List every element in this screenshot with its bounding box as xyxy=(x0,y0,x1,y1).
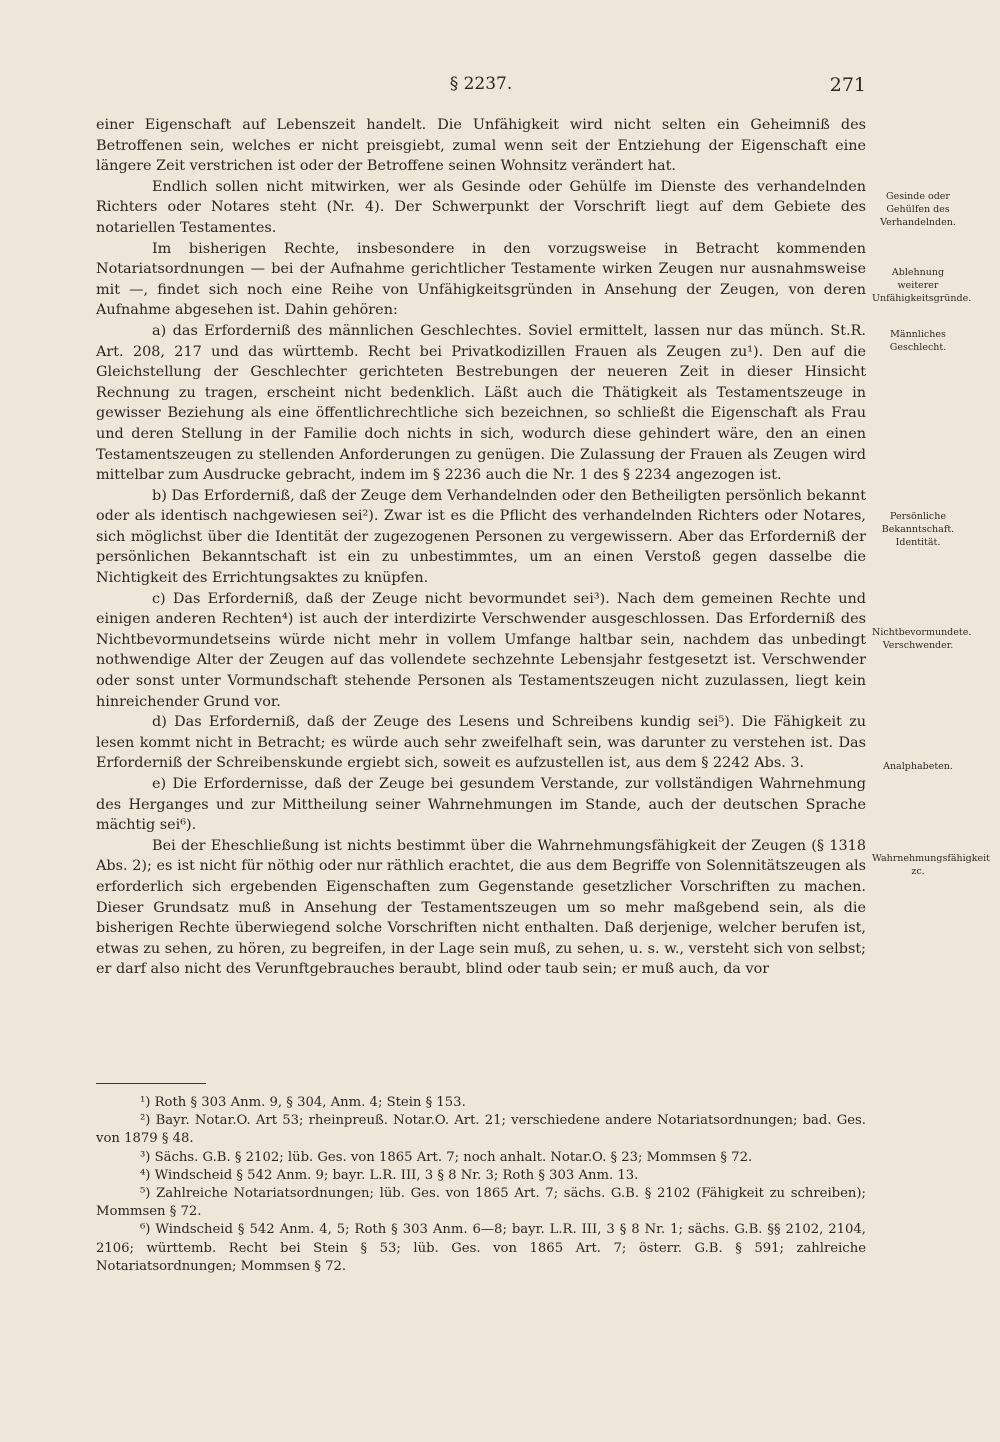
paragraph-item-e: e) Die Erfordernisse, daß der Zeuge bei gesundem Verstande, zur vollständigen Wahrnehmung des Herganges und zur Mittheilung seiner Wahrnehmungen im Stande, auch der deutschen Sprache mächtig sei⁶). xyxy=(96,776,866,834)
section-heading: § 2237. xyxy=(449,74,513,94)
page-number: 271 xyxy=(829,74,866,96)
footnote: ⁴) Windscheid § 542 Anm. 9; bayr. L.R. III, 3 § 8 Nr. 3; Roth § 303 Anm. 13. xyxy=(140,1167,639,1183)
margin-note: Nichtbevormundete. Verschwender. xyxy=(872,627,972,651)
paragraph: Im bisherigen Rechte, insbesondere in den vorzugsweise in Betracht kommenden Notariatsordnungen — bei der Aufnahme gerichtlicher Testamente wirken Zeugen nur ausnahmsweise mit —, findet sich noch eine Reihe von Unfähigkeitsgründen in Ansehung der Zeugen, von deren Aufnahme abgesehen ist. Dahin gehören: xyxy=(96,240,866,319)
footnotes xyxy=(96,1094,866,1276)
margin-note: Männliches Geschlecht. xyxy=(889,329,947,353)
margin-note: Analphabeten. xyxy=(883,761,953,772)
footnote: ³) Sächs. G.B. § 2102; lüb. Ges. von 1865 Art. 7; noch anhalt. Notar.O. § 23; Mommsen § 72. xyxy=(140,1149,753,1165)
paragraph-item-b: b) Das Erforderniß, daß der Zeuge dem Verhandelnden oder den Betheiligten persönlich bekannt oder als identisch nachgewiesen sei²). Zwar ist es die Pflicht des verhandelnden Richters oder Notares, sich möglichst über die Identität der zugezogenen Personen zu vergewissern. Aber das Erforderniß der persönlichen Bekanntschaft ist ein zu unbestimmtes, um an einen Verstoß gegen dasselbe die Nichtigkeit des Errichtungsaktes zu knüpfen. xyxy=(96,487,866,587)
footnote: ²) Bayr. Notar.O. Art 53; rheinpreuß. Notar.O. Art. 21; verschiedene andere Notariatsordnungen; bad. Ges. von 1879 § 48. xyxy=(96,1113,866,1147)
margin-note: Gesinde oder Gehülfen des Verhandelnden. xyxy=(880,191,956,228)
paragraph-item-a: a) das Erforderniß des männlichen Geschlechtes. Soviel ermittelt, lassen nur das münch. St.R. Art. 208, 217 und das württemb. Recht bei Privatkodizillen Frauen als Zeugen zu¹). Den auf die Gleichstellung der Geschlechter gerichteten Bestrebungen der neueren Zeit in dieser Hinsicht Rechnung zu tragen, erscheint nicht bedenklich. Läßt auch die Thätigkeit als Testamentszeuge in gewisser Beziehung als eine öffentlichrechtliche sich bezeichnen, so schließt die Eigenschaft als Frau und deren Stellung in der Familie doch nichts in sich, wodurch diese gehindert wäre, den an einen Testamentszeugen zu stellenden Anforderungen zu genügen. Die Zulassung der Frauen als Zeugen wird mittelbar zum Ausdrucke gebracht, indem im § 2236 auch die Nr. 1 des § 2234 angezogen ist. xyxy=(96,322,866,484)
footnote-rule xyxy=(96,1083,206,1084)
margin-note: Ablehnung weiterer Unfähigkeitsgründe. xyxy=(872,267,972,304)
margin-note: Wahrnehmungsfähigkeit zc. xyxy=(872,853,990,877)
footnote: ⁶) Windscheid § 542 Anm. 4, 5; Roth § 303 Anm. 6—8; bayr. L.R. III, 3 § 8 Nr. 1; sächs. G.B. §§ 2102, 2104, 2106; württemb. Recht bei Stein § 53; lüb. Ges. von 1865 Art. 7; österr. G.B. § 591; zahlreiche Notariatsordnungen; Mommsen § 72. xyxy=(96,1222,866,1274)
paragraph-item-c: c) Das Erforderniß, daß der Zeuge nicht bevormundet sei³). Nach dem gemeinen Rechte und einigen anderen Rechten⁴) ist auch der interdizirte Verschwender ausgeschlossen. Das Erforderniß des Nichtbevormundetseins würde nicht mehr in vollem Umfange haltbar sein, nachdem das unbedingt nothwendige Alter der Zeugen auf das vollendete sechzehnte Lebensjahr festgesetzt ist. Verschwender oder sonst unter Vormundschaft stehende Personen als Testamentszeugen nicht zuzulassen, liegt kein hinreichender Grund vor. xyxy=(96,590,866,710)
paragraph: Endlich sollen nicht mitwirken, wer als Gesinde oder Gehülfe im Dienste des verhandelnden Richters oder Notares steht (Nr. 4). Der Schwerpunkt der Vorschrift liegt auf dem Gebiete des notariellen Testamentes. xyxy=(96,178,866,236)
page-header xyxy=(96,74,866,100)
footnote: ¹) Roth § 303 Anm. 9, § 304, Anm. 4; Stein § 153. xyxy=(140,1095,466,1110)
paragraph: einer Eigenschaft auf Lebenszeit handelt. Die Unfähigkeit wird nicht selten ein Geheimniß des Betroffenen sein, welches er nicht preisgiebt, zumal wenn seit der Entziehung der Eigenschaft eine längere Zeit verstrichen ist oder der Betroffene seinen Wohnsitz verändert hat. xyxy=(96,117,866,175)
paragraph-item-d: d) Das Erforderniß, daß der Zeuge des Lesens und Schreibens kundig sei⁵). Die Fähigkeit zu lesen kommt nicht in Betracht; es würde auch sehr zweifelhaft sein, was darunter zu verstehen ist. Das Erforderniß der Schreibenskunde ergiebt sich, soweit es aufzustellen ist, aus dem § 2242 Abs. 3. xyxy=(96,714,866,772)
paragraph: Bei der Eheschließung ist nichts bestimmt über die Wahrnehmungsfähigkeit der Zeugen (§ 1318 Abs. 2); es ist nicht für nöthig oder nur räthlich erachtet, die aus dem Begriffe von Solennitätszeugen als erforderlich sich ergebenden Eigenschaften zum Gegenstande gesetzlicher Vorschriften zu machen. Dieser Grundsatz muß in Ansehung der Testamentszeugen um so mehr maßgebend sein, als die bisherigen Rechte überwiegend solche Vorschriften nicht enthalten. Daß derjenige, welcher berufen ist, etwas zu sehen, zu hören, zu begreifen, in der Lage sein muß, zu sehen, u. s. w., versteht sich von selbst; er darf also nicht des Verunftgebrauches beraubt, blind oder taub sein; er muß auch, da vor xyxy=(96,837,866,978)
margin-note: Persönliche Bekanntschaft. Identität. xyxy=(881,511,955,548)
footnote: ⁵) Zahlreiche Notariatsordnungen; lüb. Ges. von 1865 Art. 7; sächs. G.B. § 2102 (Fähigkeit zu schreiben); Mommsen § 72. xyxy=(96,1186,866,1220)
main-text xyxy=(96,115,866,980)
